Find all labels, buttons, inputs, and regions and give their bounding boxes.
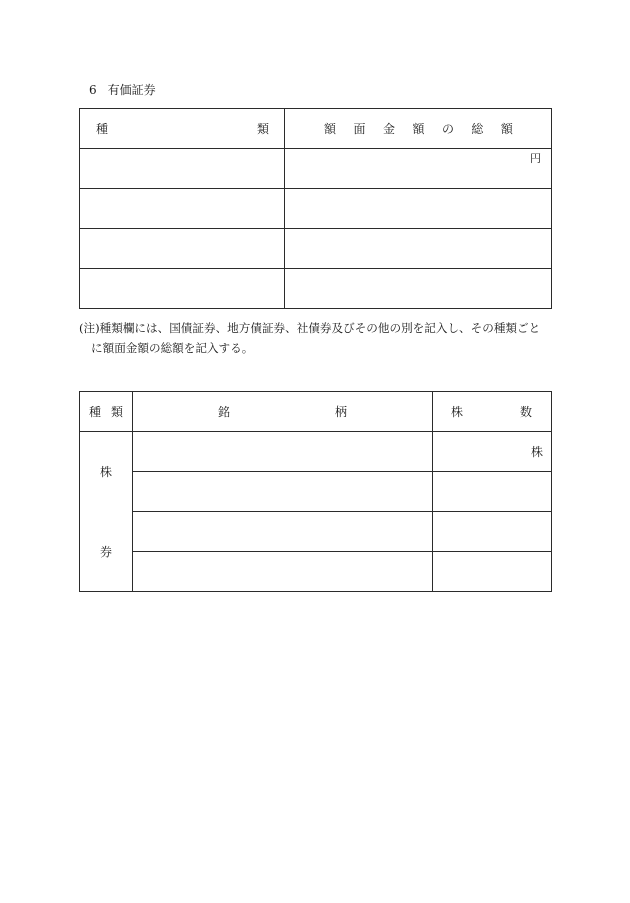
shares-type-header-cell	[80, 392, 133, 432]
shares-row	[80, 472, 552, 512]
securities-row	[80, 269, 552, 309]
share-count-cell	[433, 472, 552, 512]
type-cell	[80, 269, 285, 309]
amount-cell	[285, 229, 552, 269]
amount-header-cell	[285, 109, 552, 149]
amount-header-char: 金	[382, 121, 395, 136]
shares-type-header-char: 種	[89, 404, 102, 419]
type-header-char: 類	[256, 121, 269, 136]
securities-row	[80, 149, 552, 189]
share-count-header-cell	[433, 392, 552, 432]
note	[79, 318, 540, 358]
issue-name-cell	[133, 512, 433, 552]
section-title: 有価証券	[107, 83, 156, 97]
type-cell	[80, 149, 285, 189]
type-cell	[80, 229, 285, 269]
share-count-cell	[433, 512, 552, 552]
amount-cell	[285, 269, 552, 309]
share-count-cell	[433, 552, 552, 592]
securities-table	[79, 108, 552, 309]
shares-header-row	[80, 392, 552, 432]
type-cell	[80, 189, 285, 229]
amount-cell	[285, 189, 552, 229]
section-number: 6	[89, 83, 97, 97]
category-char-bottom: 券	[99, 545, 113, 559]
amount-header-char: 額	[412, 121, 425, 136]
note-line-1: (注)種類欄には、国債証券、地方債証券、社債券及びその他の別を記入し、その種類ごと	[79, 321, 541, 335]
shares-row	[80, 552, 552, 592]
amount-header-char: 額	[324, 121, 337, 136]
note-line-2: に額面金額の総額を記入する。	[91, 341, 254, 355]
amount-cell	[285, 149, 552, 189]
issue-name-cell	[133, 432, 433, 472]
issue-name-header-char: 柄	[334, 404, 347, 419]
type-header-char: 種	[96, 121, 109, 136]
shares-category-cell	[80, 432, 133, 592]
securities-header-row	[80, 109, 552, 149]
shares-row	[80, 512, 552, 552]
issue-name-cell	[133, 552, 433, 592]
shares-unit-label: 株	[530, 444, 543, 459]
share-count-header-char: 数	[519, 404, 532, 419]
shares-type-header-char: 類	[110, 404, 123, 419]
share-count-header-char: 株	[451, 404, 464, 419]
amount-header-char: の	[441, 121, 454, 136]
securities-row	[80, 189, 552, 229]
type-header-cell	[80, 109, 285, 149]
amount-header-char: 額	[500, 121, 513, 136]
yen-unit-label: 円	[530, 152, 541, 165]
issue-name-header-cell	[133, 392, 433, 432]
amount-header-char: 総	[471, 121, 484, 136]
share-count-cell	[433, 432, 552, 472]
amount-header-char: 面	[353, 121, 366, 136]
shares-row	[80, 432, 552, 472]
securities-row	[80, 229, 552, 269]
shares-table	[79, 391, 552, 592]
issue-name-cell	[133, 472, 433, 512]
category-char-top: 株	[99, 465, 113, 479]
section-heading	[89, 82, 156, 98]
issue-name-header-char: 銘	[218, 404, 231, 419]
